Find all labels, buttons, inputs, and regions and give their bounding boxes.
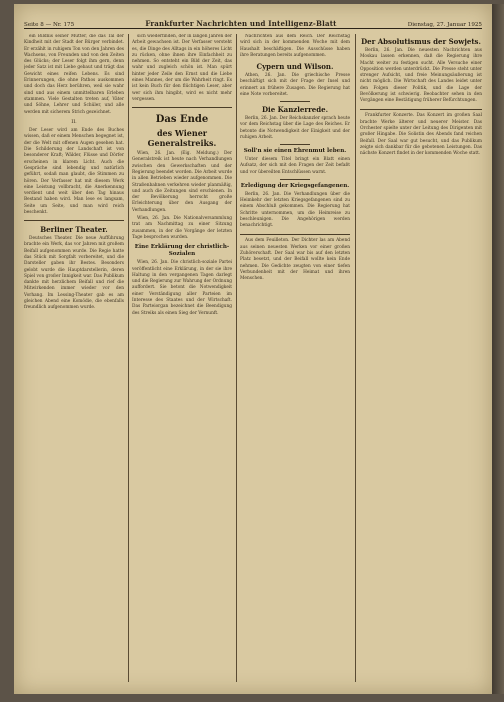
page-number: Seite 8 — Nr. 175 (24, 22, 75, 28)
article-text: Berlin, 26. Jan. Der Reichskanzler sprach heute vor dem Reichstag über die Lage des Reiches. Er betonte die Notwendigkeit der Einigkeit und der ruhigen Arbeit. (240, 116, 350, 141)
page-header (24, 12, 482, 29)
headline: Erledigung der Kriegsgefangenen. (240, 182, 350, 189)
headline-title: Das Ende (155, 114, 209, 126)
article-text: Wien, 26. Jan. Die christlich-soziale Partei veröffentlicht eine Erklärung, in der sie ihre Haltung in den vergangenen Tagen darlegt und die Regierung zur Wahrung der Ordnung auffordert. Sie betont die Notwendigkeit einer Verständigung aller Parteien im Interesse des Staates und der Wirtschaft. Das Parteiorgan bezeichnet die Beendigung des Streiks als einen Sieg der Vernunft. (132, 260, 232, 316)
headline-subtitle: des Wiener Generalstreiks. (147, 128, 217, 149)
headline: Soll'n sie einen Ehrenmut leben. (243, 148, 347, 155)
section-divider (280, 101, 310, 102)
section-divider (280, 179, 310, 180)
article-text: Unter diesem Titel bringt ein Blatt einen Aufsatz, der sich mit den Fragen der Zeit befaßt und vor übereilten Entschlüssen warnt. (240, 157, 350, 175)
article-text: Wien, 26. Jan. Die Nationalversammlung trat am Nachmittag zu einer Sitzung zusammen, in der die Vorgänge der letzten Tage besprochen wurden. (132, 216, 232, 240)
article-text: Berlin, 26. Jan. Die Verhandlungen über die Heimkehr der letzten Kriegsgefangenen sind zu einem Abschluß gekommen. Die Regierung hat Schritte unternommen, um die Heimreise zu beschleunigen. Die Angehörigen werden benachrichtigt. (240, 191, 350, 229)
section-divider (132, 107, 232, 108)
section-divider (240, 234, 350, 235)
article-text: Nachrichten aus dem Reich. Der Reichstag wird sich in der kommenden Woche mit dem Haushalt beschäftigen. Die Ausschüsse haben ihre Beratungen bereits aufgenommen. (240, 34, 350, 58)
column-divider (355, 34, 356, 682)
article-text: sich wiederfinden, der in langen Jahren der Arbeit gewachsen ist. Der Verfasser versteht es, die Dinge des Alltags in ein höheres Licht zu rücken, ohne ihnen ihre Einfachheit zu nehmen. So entsteht ein Bild der Zeit, das wahr und zugleich schön ist. Man spürt hinter jeder Zeile den Ernst und die Liebe eines Mannes, der um die Wahrheit ringt. Es ist kein Buch für den flüchtigen Leser, aber wer sich ihm hingibt, wird es nicht mehr vergessen. (132, 34, 232, 102)
article-text: Aus dem Feuilleton. Der Dichter las am Abend aus seinen neuesten Werken vor einer großen Zuhörerschaft. Der Saal war bis auf den letzten Platz besetzt, und der Beifall wollte kein Ende nehmen. Die Gedichte zeugten von einer tiefen Verbundenheit mit der Heimat und ihren Menschen. (240, 238, 350, 282)
article-text: Deutsches Theater. Die neue Aufführung brachte ein Werk, das vor Jahren mit großem Beifall aufgenommen wurde. Die Regie hatte das Stück mit Sorgfalt vorbereitet, und die Darsteller gaben ihr Bestes. Besonders gelobt wurde die Hauptdarstellerin, deren Spiel von großer Innigkeit war. Das Publikum dankte mit herzlichem Beifall und rief die Mitwirkenden immer wieder vor den Vorhang. Im Lessing-Theater gab es am gleichen Abend eine Komödie, die ebenfalls freundlich aufgenommen wurde. (24, 236, 124, 311)
article-text: Der Leser wird am Ende des Buches wissen, daß er einem Menschen begegnet ist, der die Welt mit offenen Augen gesehen hat. Die Schilderung der Landschaft ist von besonderer Kraft; Wälder, Flüsse und Dörfer erscheinen in klarem Licht. Auch die Gespräche sind lebendig und natürlich geführt, sodaß man glaubt, die Stimmen zu hören. Der Verfasser hat mit diesem Werk eine Leistung vollbracht, die Anerkennung verdient und weit über den Tag hinaus Bestand haben wird. Man lese es langsam, Seite um Seite, und man wird reich beschenkt. (24, 128, 124, 216)
headline: Cypern und Wilson. (256, 62, 334, 72)
article-text: Berlin, 26. Jan. Die neuesten Nachrichten aus Moskau lassen erkennen, daß die Regierung ihre Macht weiter zu festigen sucht. Alle Versuche einer Opposition werden unterdrückt. Die Presse steht unter strenger Aufsicht, und freie Meinungsäußerung ist nicht möglich. Die Wirtschaft des Landes leidet unter den Folgen dieser Politik, und die Lage der Bevölkerung ist schwierig. Beobachter sehen in den Vorgängen eine Bestätigung früherer Befürchtungen. (360, 48, 482, 104)
column-divider (236, 34, 237, 682)
masthead: Frankfurter Nachrichten und Intelligenz-Blatt (145, 19, 337, 28)
article-text: Wien, 26. Jan. (Eig. Meldung.) Der Generalstreik ist heute nach Verhandlungen zwischen den Gewerkschaften und der Regierung beendet worden. Die Arbeit wurde in allen Betrieben wieder aufgenommen. Die Straßenbahnen verkehren wieder planmäßig, und auch die Zeitungen sind erschienen. In der Bevölkerung herrscht große Erleichterung über den Ausgang der Verhandlungen. (132, 151, 232, 213)
article-text: Athen, 26. Jan. Die griechische Presse beschäftigt sich mit der Frage der Insel und erinnert an frühere Zusagen. Die Regierung hat eine Note vorbereitet. (240, 73, 350, 98)
article-text: ein Bildnis seiner Mutter, die das Tal der Kindheit mit der Stadt der Bürger verbindet. Er erzählt in ruhigem Ton von den Jahren des Wachsens, von Freunden und von den Zeiten des Glücks; der Leser folgt ihm gern, denn jeder Satz ist mit Liebe gebaut und trägt das Gewicht eines reifen Lebens. Es sind Erinnerungen, die ohne Pathos auskommen und doch das Herz berühren, weil sie wahr sind und aus einem unmittelbaren Erleben stammen. Viele Gestalten treten auf, Väter und Söhne, Lehrer und Schüler, und alle werden mit sicherem Strich gezeichnet. (24, 34, 124, 115)
newspaper-page (14, 4, 492, 694)
section-divider (24, 220, 124, 221)
section-divider (280, 144, 310, 145)
subheading: Eine Erklärung der christlich-Sozialen (134, 244, 230, 258)
headline: Die Kanzlerrede. (261, 105, 329, 115)
column-divider (128, 34, 129, 682)
article-text: Frankfurter Konzerte. Das Konzert im großen Saal brachte Werke älterer und neuerer Meister. Das Orchester spielte unter der Leitung des Dirigenten mit großer Hingabe. Die Solistin des Abends fand reichen Beifall. Der Saal war gut besucht, und das Publikum zeigte sich dankbar für die gebotenen Leistungen. Das nächste Konzert findet in der kommenden Woche statt. (360, 113, 482, 157)
headline: Der Absolutismus der Sowjets. (361, 37, 481, 46)
column-2 (132, 34, 232, 682)
section-divider (360, 109, 482, 110)
issue-date: Dienstag, 27. Januar 1925 (407, 22, 482, 28)
section-number: II. (71, 118, 77, 125)
theater-heading: Berliner Theater. (40, 225, 108, 235)
column-3 (240, 34, 350, 682)
column-4 (360, 34, 482, 682)
page-spine-shadow (490, 4, 504, 694)
column-1 (24, 34, 124, 682)
